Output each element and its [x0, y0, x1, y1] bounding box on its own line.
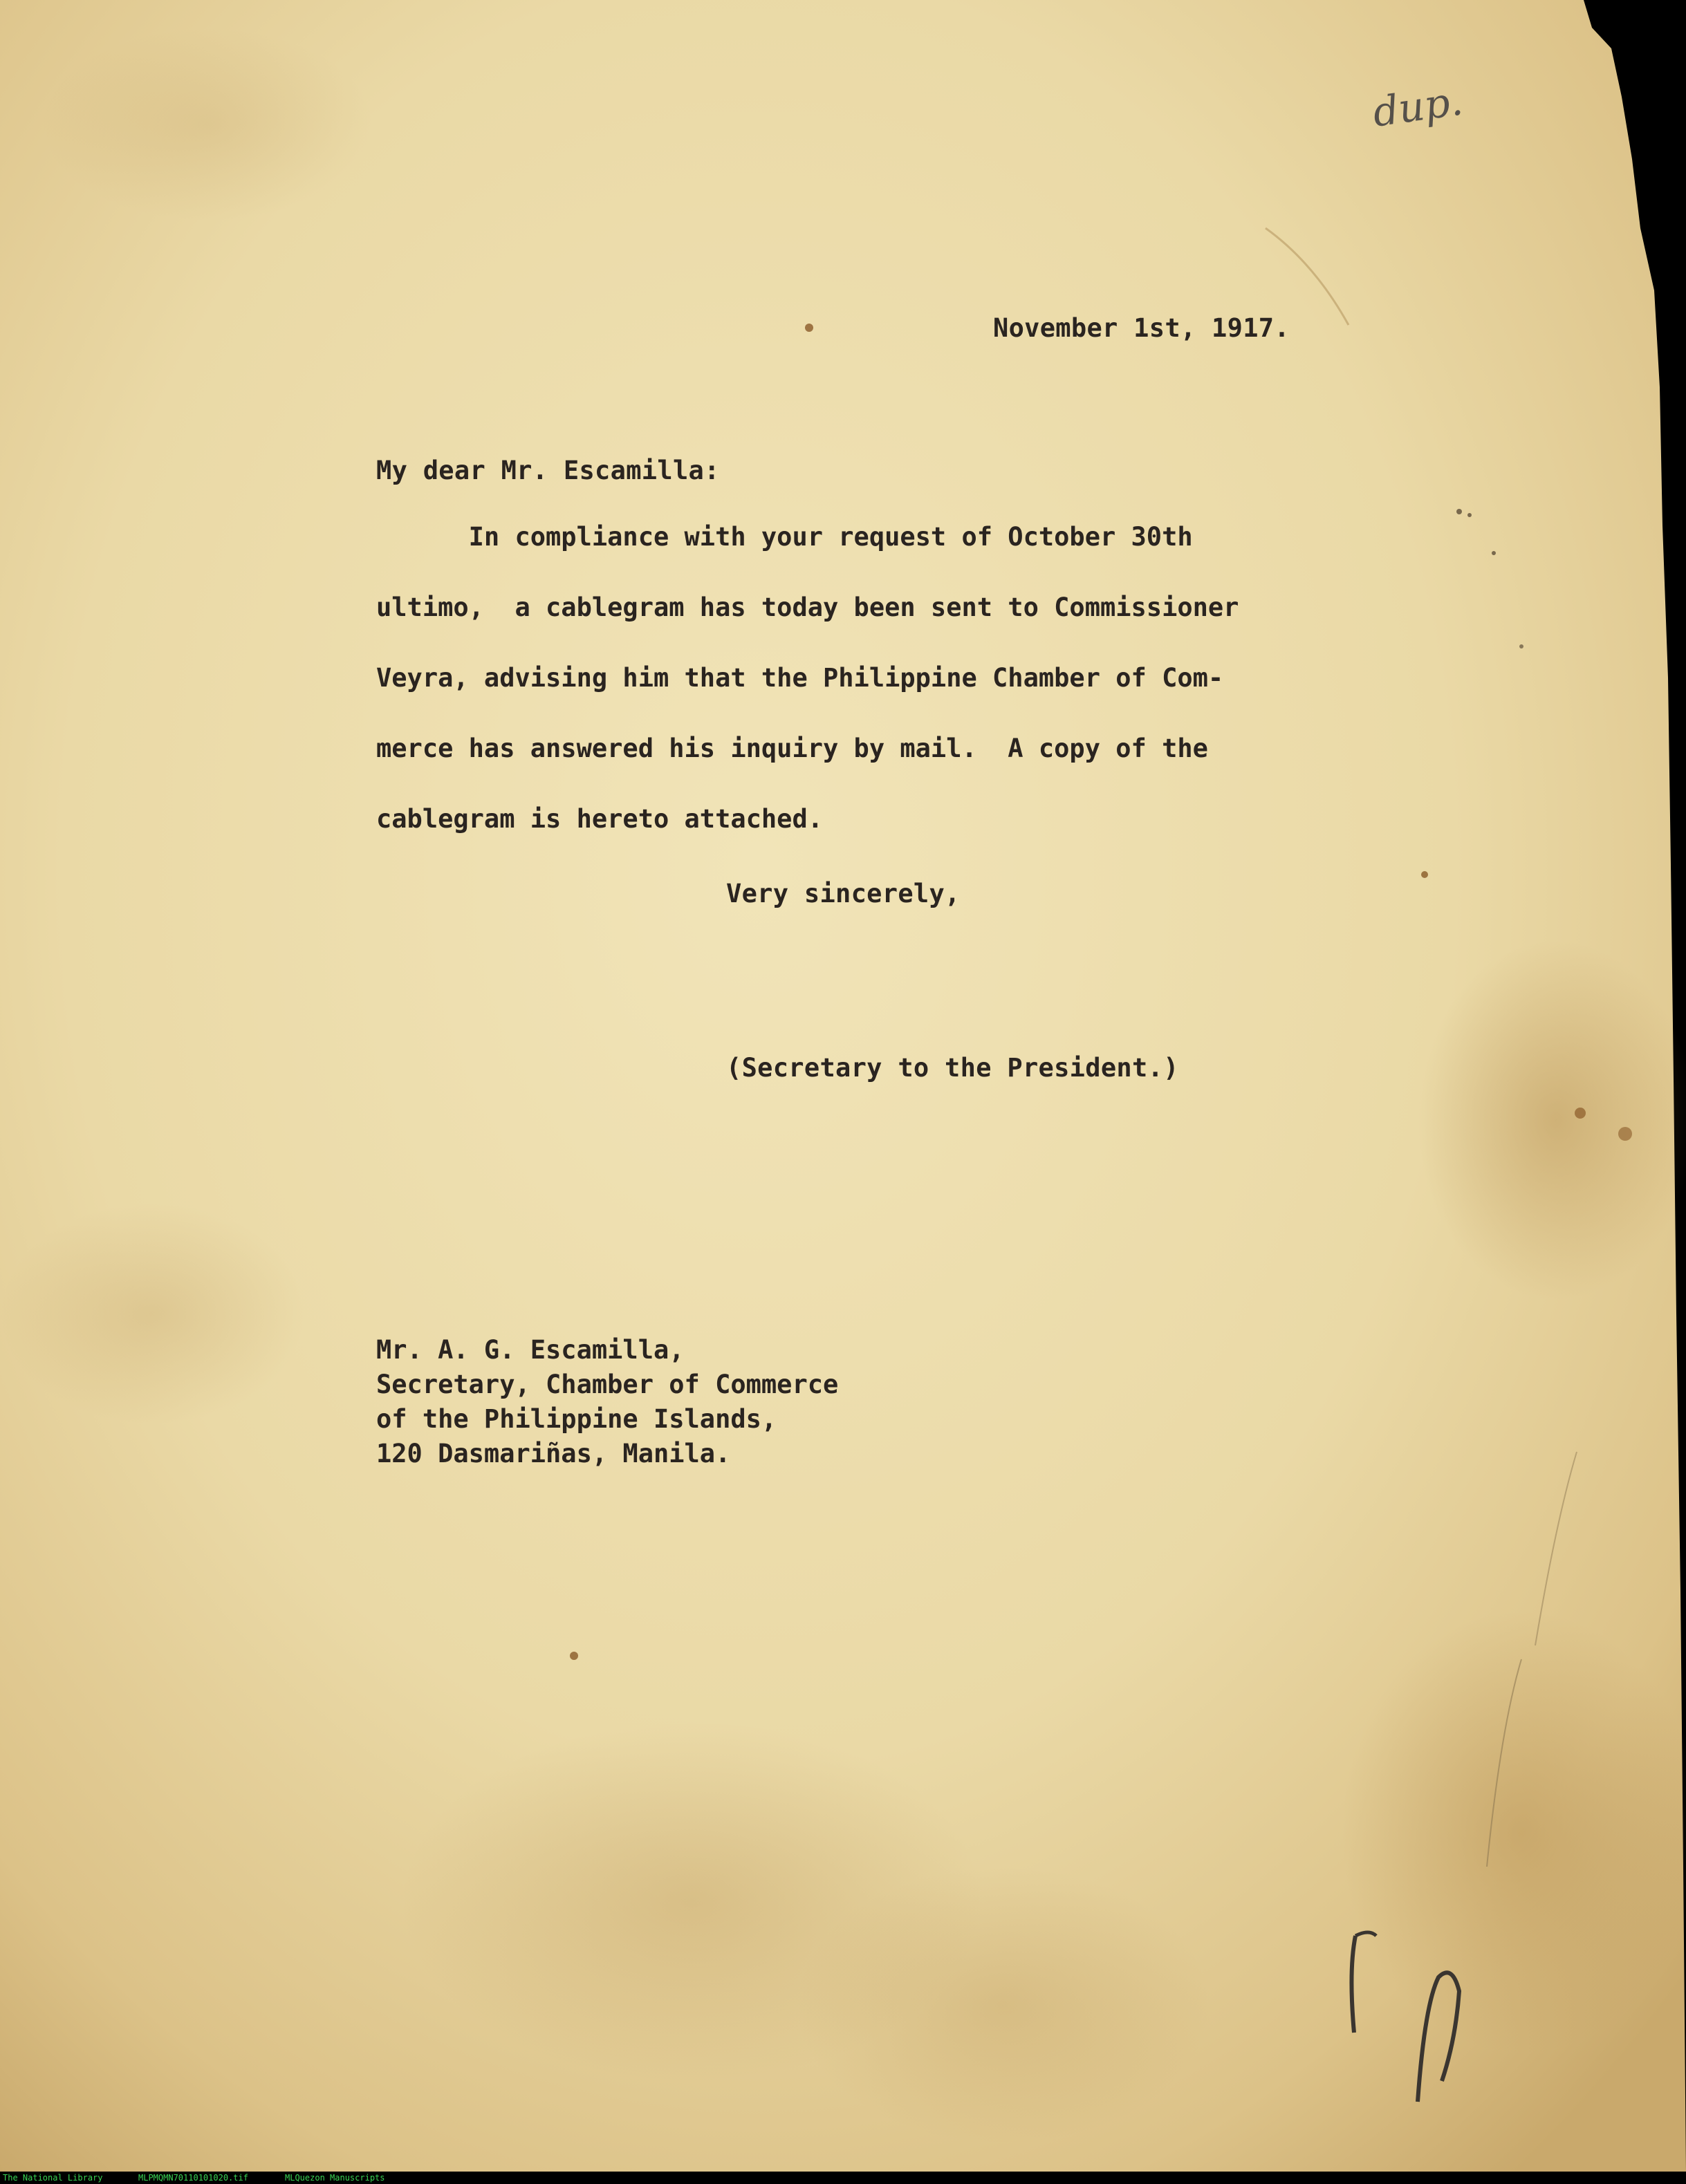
footer-file-name: MLPMQMN70110101020.tif: [138, 2173, 248, 2183]
body-line: cablegram is hereto attached.: [376, 804, 824, 834]
body-line: merce has answered his inquiry by mail. A copy of the: [376, 734, 1208, 763]
scan-footer-bar: [0, 2172, 1686, 2184]
address-line: Mr. A. G. Escamilla,: [376, 1335, 685, 1365]
letter-closing: Very sincerely,: [726, 879, 961, 908]
body-line: In compliance with your request of October 30th: [376, 522, 1193, 552]
letter-date: November 1st, 1917.: [993, 313, 1290, 343]
signature-title: (Secretary to the President.): [726, 1053, 1179, 1083]
address-line: Secretary, Chamber of Commerce: [376, 1370, 839, 1399]
letter-salutation: My dear Mr. Escamilla:: [376, 456, 720, 485]
footer-institution: The National Library: [3, 2173, 103, 2183]
handwritten-note: dup.: [1369, 77, 1466, 136]
body-line: ultimo, a cablegram has today been sent to Commissioner: [376, 592, 1239, 622]
address-line: of the Philippine Islands,: [376, 1404, 777, 1434]
body-line: Veyra, advising him that the Philippine Chamber of Com-: [376, 663, 1224, 693]
footer-collection: MLQuezon Manuscripts: [285, 2173, 385, 2183]
address-line: 120 Dasmariñas, Manila.: [376, 1439, 731, 1468]
recipient-address: [376, 1333, 838, 1471]
